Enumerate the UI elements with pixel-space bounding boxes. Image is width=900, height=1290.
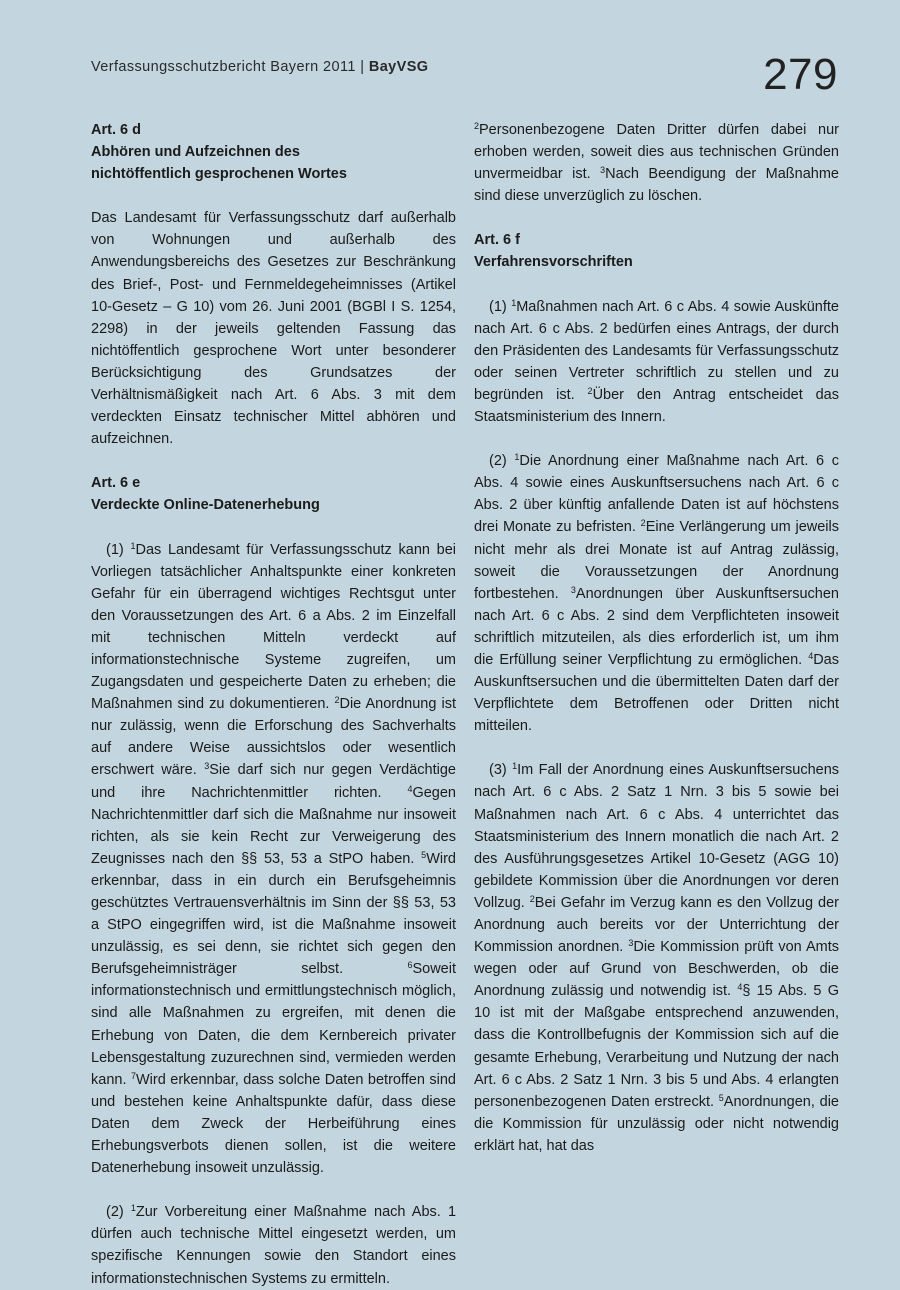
- art6f-paragraph-3: (3) $^1$Im Fall der Anordnung eines Auskunftsersuchens nach Art. 6 c Abs. 2 Satz 1 Nrn. 3 bis 5 sowie bei Maßnahmen nach Art. 6 c Abs. 4 unterrichtet das Staatsministerium des Innern monatlich die nach Art. 2 des Ausführungsgesetzes Artikel 10-Gesetz (AGG 10) gebildete Kommission über die Anordnungen vor deren Vollzug. $^2$Bei Gefahr im Verzug kann es den Vollzug der Anordnung auch bereits vor der Unterrichtung der Kommission anordnen. $^3$Die Kommission prüft von Amts wegen oder auf Grund von Beschwerden, ob die Anordnung zulässig und notwendig ist. $^4$§ 15 Abs. 5 G 10 ist mit der Maßgabe entsprechend anzuwenden, dass die Kontrollbefugnis der Kommission sich auf die gesamte Erhebung, Verarbeitung und Nutzung der nach Art. 6 c Abs. 2 Satz 1 Nrn. 3 bis 5 und Abs. 4 erlangten personenbezogenen Daten erstreckt. $^5$Anordnungen, die die Kommission für unzulässig oder nicht notwendig erklärt hat, hat das: [474, 761, 840, 1154]
- art6e-heading: [91, 472, 456, 516]
- art6e-paragraph-1: (1) $^1$Das Landesamt für Verfassungsschutz kann bei Vorliegen tatsächlicher Anhaltspunkte einer konkreten Gefahr für ein überragend wichtiges Rechtsgut unter den Voraussetzungen des Art. 6 a Abs. 2 im Einzelfall mit technischen Mitteln verdeckt auf informationstechnische Systeme zugreifen, um Zugangsdaten und gespeicherte Daten zu erheben; die Maßnahmen sind zu dokumentieren. $^2$Die Anordnung ist nur zulässig, wenn die Erforschung des Sachverhalts auf andere Weise aussichtslos oder wesentlich erschwert wäre. $^3$Sie darf sich nur gegen Verdächtige und ihre Nachrichtenmittler richten. $^4$Gegen Nachrichtenmittler darf sich die Maßnahme nur insoweit richten, als sie kein Recht zur Verweigerung des Zeugnisses nach den §§ 53, 53 a StPO haben. $^5$Wird erkennbar, dass in ein durch ein Berufsgeheimnis geschütztes Vertrauensverhältnis im Sinn der §§ 53, 53 a StPO eingegriffen wird, ist die Maßnahme insoweit unzulässig, es sei denn, sie richtet sich gegen den Berufsgeheimnisträger selbst. $^6$Soweit informationstechnisch und ermittlungstechnisch möglich, sind alle Maßnahmen zu ergreifen, mit denen die Erhebung von Daten, die dem Kernbereich privater Lebensgestaltung zuzurechnen sind, vermieden werden kann. $^7$Wird erkennbar, dass solche Daten betroffen sind und bestehen keine Anhaltspunkte dafür, dass diese Daten dem Zweck der Herbeiführung eines Erhebungsverbots dienen sollen, ist die weitere Datenerhebung insoweit unzulässig.: [91, 540, 457, 1177]
- right-column: [474, 119, 839, 1157]
- art6f-paragraph-2: (2) $^1$Die Anordnung einer Maßnahme nach Art. 6 c Abs. 4 sowie eines Auskunftsersuchens nach Art. 6 c Abs. 2 über künftig anfallende Daten ist auf höchstens drei Monate zu befristen. $^2$Eine Verlängerung um jeweils nicht mehr als drei Monate ist auf Antrag zulässig, soweit die Voraussetzungen der Anordnung fortbestehen. $^3$Anordnungen über Auskunftsersuchen nach Art. 6 c Abs. 2 sind dem Verpflichteten insoweit schriftlich mitzuteilen, als dies erforderlich ist, um ihm die Erfüllung seiner Verpflichtung zu ermöglichen. $^4$Das Auskunftsersuchen und die übermittelten Daten darf der Verpflichtete dem Betroffenen oder Dritten nicht mitteilen.: [474, 452, 840, 735]
- art6d-title-line2: nichtöffentlich gesprochenen Wortes: [91, 166, 347, 183]
- art6d-title-line1: Abhören und Aufzeichnen des: [91, 144, 300, 161]
- art6d-heading: [91, 119, 456, 185]
- running-header-title: Verfassungsschutzbericht Bayern 2011 |: [91, 59, 369, 75]
- art6e-title: Verdeckte Online-Datenerhebung: [91, 497, 320, 514]
- art6f-number: Art. 6 f: [474, 232, 520, 249]
- running-header-short: BayVSG: [368, 59, 429, 75]
- art6e-number: Art. 6 e: [91, 475, 141, 492]
- running-header: [91, 59, 428, 75]
- art6f-title: Verfahrensvorschriften: [474, 254, 633, 271]
- art6d-text: Das Landesamt für Verfassungsschutz darf außerhalb von Wohnungen und außerhalb des Anwendungsbereichs des Gesetzes zur Beschränkung des Brief-, Post- und Fernmeldegeheimnisses (Artikel 10-Gesetz – G 10) vom 26. Juni 2001 (BGBl I S. 1254, 2298) in der jeweils geltenden Fassung das nichtöffentlich gesprochene Wort unter besonderer Berücksichtigung des Grundsatzes der Verhältnismäßigkeit nach Art. 6 Abs. 3 mit dem verdeckten Einsatz technischer Mittel abhören und aufzeichnen.: [91, 210, 456, 448]
- left-column: [91, 119, 456, 1290]
- art6f-heading: [474, 229, 839, 273]
- art6e-paragraph-2-continuation: $^2$Personenbezogene Daten Dritter dürfen dabei nur erhoben werden, soweit dies aus technischen Gründen unvermeidbar ist. $^3$Nach Beendigung der Maßnahme sind diese unverzüglich zu löschen.: [474, 121, 840, 205]
- art6f-paragraph-1: (1) $^1$Maßnahmen nach Art. 6 c Abs. 4 sowie Auskünfte nach Art. 6 c Abs. 2 bedürfen eines Antrags, der durch den Präsidenten des Landesamts für Verfassungsschutz oder seinen Vertreter schriftlich zu stellen und zu begründen ist. $^2$Über den Antrag entscheidet das Staatsministerium des Innern.: [474, 297, 839, 426]
- art6e-paragraph-2-start: (2) $^1$Zur Vorbereitung einer Maßnahme nach Abs. 1 dürfen auch technische Mittel eingesetzt werden, um spezifische Kennungen sowie den Standort eines informationstechnischen Systems zu ermitteln.: [91, 1203, 457, 1287]
- art6d-number: Art. 6 d: [91, 122, 141, 138]
- page-number: 279: [763, 50, 838, 99]
